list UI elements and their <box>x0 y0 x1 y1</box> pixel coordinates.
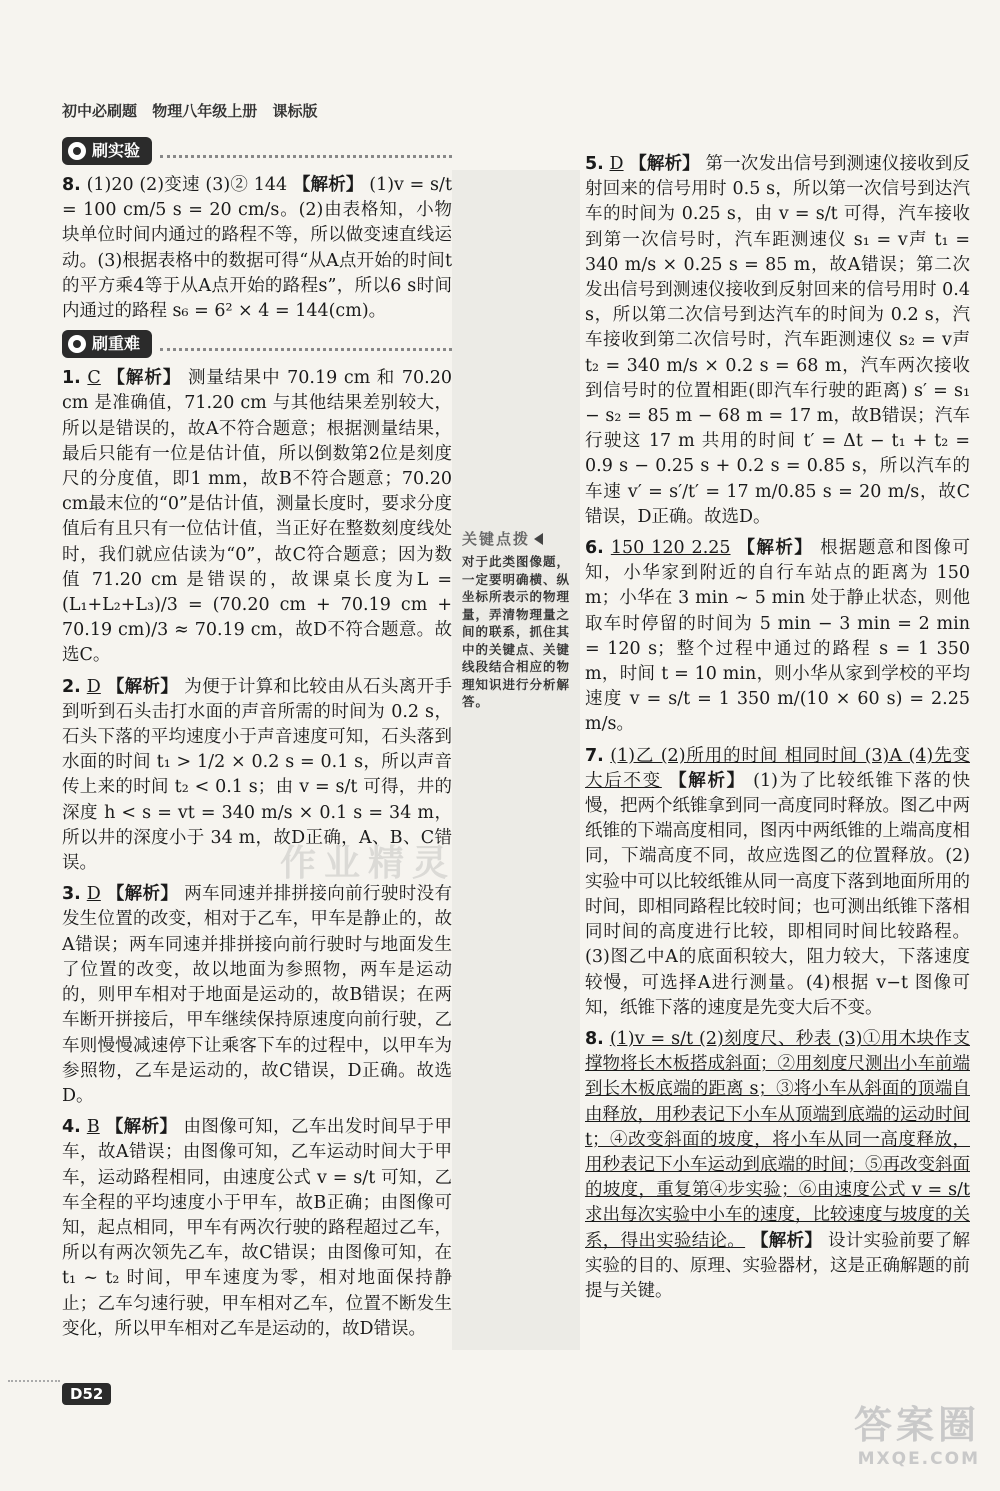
subject-title: 物理八年级上册 <box>152 102 258 120</box>
answer-item <box>62 173 452 324</box>
tip-background <box>452 170 580 1350</box>
item-number: 6. <box>585 538 604 559</box>
analysis-label: 【解析】 <box>107 368 182 389</box>
answer-item <box>585 536 970 738</box>
brush-icon <box>68 335 86 353</box>
tip-body: 对于此类图像题，一定要明确横、纵坐标所表示的物理量，弄清物理量之间的联系，抓住其中的关键点、关键线段结合相应的物理知识进行分析解答。 <box>462 554 571 709</box>
item-answer: C <box>87 368 101 389</box>
answer-item <box>62 882 452 1109</box>
item-analysis: 第一次发出信号到测速仪接收到反射回来的信号用时 0.5 s，所以第一次信号到达汽车的时间为 0.25 s，由 v = s/t 可得，汽车接收到第一次信号时，汽车距测速仪 s₁ = v声 t₁ = 340 m/s × 0.25 s = 85 m，故A错误；第二次发出信号到测速仪接收到反射回来的信号用时 0.4 s，所以第二次信号到达汽车的时间为 0.2 s，汽车接收到第二次信号时，汽车距测速仪 s₂ = v声 t₂ = 340 m/s × 0.2 s = 68 m，汽车两次接收到信号时的位置相距(即汽车行驶的距离) s′ = s₁ − s₂ = 85 m − 68 m = 17 m，故B错误；汽车行驶这 17 m 共用的时间 t′ = Δt − t₁ + t₂ = 0.9 s − 0.25 s + 0.2 s = 0.85 s，所以汽车的车速 v′ = s′/t′ = 17 m/0.85 s = 20 m/s，故C错误，D正确。故选D。 <box>585 154 970 527</box>
item-analysis: 设计实验前要了解实验的目的、原理、实验器材，这是正确解题的前提与关键。 <box>585 1230 971 1301</box>
watermark-mid: 作业精灵 <box>280 843 457 884</box>
answer-item <box>585 744 970 1021</box>
analysis-label: 【解析】 <box>669 770 746 791</box>
page-number: D52 <box>62 1383 111 1405</box>
section-experiment <box>62 137 452 165</box>
item-number: 1. <box>62 368 81 389</box>
item-answer: (1)v = s/t (2)刻度尺、秒表 (3)①用木块作支撑物将长木板搭成斜面；②用刻度尺测出小车前端到长木板底端的距离 s；③将小车从斜面的顶端自由释放，用秒表记下小车从顶端到底端的运动时间 t；④改变斜面的坡度，将小车从同一高度释放，用秒表记下小车运动到底端的时间；⑤再改变斜面的坡度，重复第④步实验；⑥由速度公式 v = s/t 求出每次实验中小车的速度，比较速度与坡度的关系，得出实验结论。 <box>585 1028 970 1251</box>
section-divider <box>160 145 452 158</box>
arrow-left-icon <box>534 533 543 545</box>
item-answer: (1)20 (2)变速 (3)② 144 <box>86 175 288 195</box>
answer-item <box>62 366 452 668</box>
section-divider <box>160 338 452 351</box>
edition-title: 课标版 <box>272 102 318 120</box>
answer-item <box>585 152 970 530</box>
analysis-label: 【解析】 <box>106 676 179 697</box>
item-number: 4. <box>62 1117 81 1138</box>
item-analysis: (1)v = s/t = 100 cm/5 s = 20 cm/s。(2)由表格知，小物块单位时间内通过的路程不等，所以做变速直线运动。(3)根据表格中的数据可得“从A点开始的时间t的平方乘4等于从A点开始的路程s”，所以6 s时间内通过的路程 s₆ = 6² × 4 = 144(cm)。 <box>62 175 452 322</box>
item-number: 5. <box>585 154 604 174</box>
item-number: 7. <box>585 745 604 766</box>
analysis-label: 【解析】 <box>750 1230 823 1251</box>
item-answer: B <box>86 1117 100 1138</box>
analysis-label: 【解析】 <box>105 1117 178 1138</box>
key-tip <box>462 528 574 711</box>
section-title: 刷实验 <box>92 141 141 160</box>
tip-header <box>462 528 574 549</box>
item-number: 3. <box>62 884 81 905</box>
item-answer: D <box>609 154 624 174</box>
analysis-label: 【解析】 <box>292 175 364 195</box>
item-answer: (1)乙 (2)所用的时间 相同时间 (3)A (4)先变大后不变 <box>585 745 970 791</box>
section-hard <box>62 330 452 358</box>
section-badge <box>62 330 152 358</box>
section-badge <box>62 137 152 165</box>
analysis-label: 【解析】 <box>106 884 179 905</box>
page-header <box>62 100 328 121</box>
item-number: 2. <box>62 676 81 697</box>
brush-icon <box>68 142 86 160</box>
item-analysis: 由图像可知，乙车出发时间早于甲车，故A错误；由图像可知，乙车运动时间大于甲车，运动路程相同，由速度公式 v = s/t 可知，乙车全程的平均速度小于甲车，故B正确；由图像可知，起点相同，甲车有两次行驶的路程超过乙车，所以有两次领先乙车，故C错误；由图像可知，在 t₁ ~ t₂ 时间，甲车速度为零，相对地面保持静止；乙车匀速行驶，甲车相对乙车，位置不断发生变化，所以甲车相对乙车是运动的，故D错误。 <box>62 1117 452 1339</box>
tip-title: 关键点拨 <box>462 530 531 548</box>
watermark <box>854 1394 980 1469</box>
item-answer: 150 120 2.25 <box>610 538 731 559</box>
item-answer: D <box>86 676 101 697</box>
section-title: 刷重难 <box>92 334 141 354</box>
item-number: 8. <box>585 1028 604 1049</box>
series-title: 初中必刷题 <box>62 102 138 120</box>
item-analysis: 根据题意和图像可知，小华家到附近的自行车站点的距离为 150 m；小华在 3 min ~ 5 min 处于静止状态，则他取车时停留的时间为 5 min − 3 min = 2 min = 120 s；整个过程中通过的路程 s = 1 350 m，时间 t = 10 min，则小华从家到学校的平均速度 v = s/t = 1 350 m/(10 × 60 s) = 2.25 m/s。 <box>585 538 970 735</box>
item-analysis: 为便于计算和比较由从石头离开手到听到石头击打水面的声音所需的时间为 0.2 s，石头下落的平均速度小于声音速度可知，石头落到水面的时间 t₁ > 1/2 × 0.2 s = 0.1 s，所以声音传上来的时间 t₂ < 0.1 s；由 v = s/t 可得，井的深度 h < s = vt = 340 m/s × 0.1 s = 34 m，所以井的深度小于 34 m，故D正确，A、B、C错误。 <box>62 676 453 874</box>
item-analysis: 两车同速并排拼接向前行驶时没有发生位置的改变，相对于乙车，甲车是静止的，故A错误；两车同速并排拼接向前行驶时与地面发生了位置的改变，故以地面为参照物，两车是运动的，则甲车相对于地面是运动的，故B错误；在两车断开拼接后，甲车继续保持原速度向前行驶，乙车则慢慢减速停下让乘客下车的过程中，以甲车为参照物，乙车是运动的，故C错误，D正确。故选D。 <box>62 884 453 1106</box>
analysis-label: 【解析】 <box>629 154 700 174</box>
answer-item <box>585 1027 970 1304</box>
analysis-label: 【解析】 <box>737 538 814 559</box>
watermark-site-name: 答案圈 <box>853 1403 980 1447</box>
left-column <box>62 135 452 1348</box>
page-rule <box>8 1380 60 1382</box>
answer-item <box>62 1115 452 1342</box>
item-analysis: 测量结果中 70.19 cm 和 70.20 cm 是准确值，71.20 cm 与其他结果差别较大，所以是错误的，故A不符合题意；根据测量结果，最后只能有一位是估计值，所以倒数第2位是刻度尺的分度值，即1 mm，故B不符合题意；70.20 cm最末位的“0”是估计值，测量长度时，要求分度值后有且只有一位估计值，当正好在整数刻度线处时，我们就应估读为“0”，故C符合题意；因为数值 71.20 cm 是错误的，故课桌长度为L = (L₁+L₂+L₃)/3 = (70.20 cm + 70.19 cm + 70.19 cm)/3 ≈ 70.19 cm，故D不符合题意。故选C。 <box>62 368 452 666</box>
watermark-site-url: MXQE.COM <box>857 1449 980 1469</box>
right-column <box>585 152 970 1310</box>
item-number: 8. <box>62 175 81 195</box>
item-answer: D <box>86 884 101 905</box>
item-analysis: (1)为了比较纸锥下落的快慢，把两个纸锥拿到同一高度同时释放。图乙中两纸锥的下端高度相同，图丙中两纸锥的上端高度相同，下端高度不同，故应选图乙的位置释放。(2)实验中可以比较纸锥从同一高度下落到地面所用的时间，即相同路程比较时间；也可测出纸锥下落相同时间的高度进行比较，即相同时间比较路程。(3)图乙中A的底面积较大，阻力较大，下落速度较慢，可选择A进行测量。(4)根据 v−t 图像可知，纸锥下落的速度是先变大后不变。 <box>585 770 970 1018</box>
